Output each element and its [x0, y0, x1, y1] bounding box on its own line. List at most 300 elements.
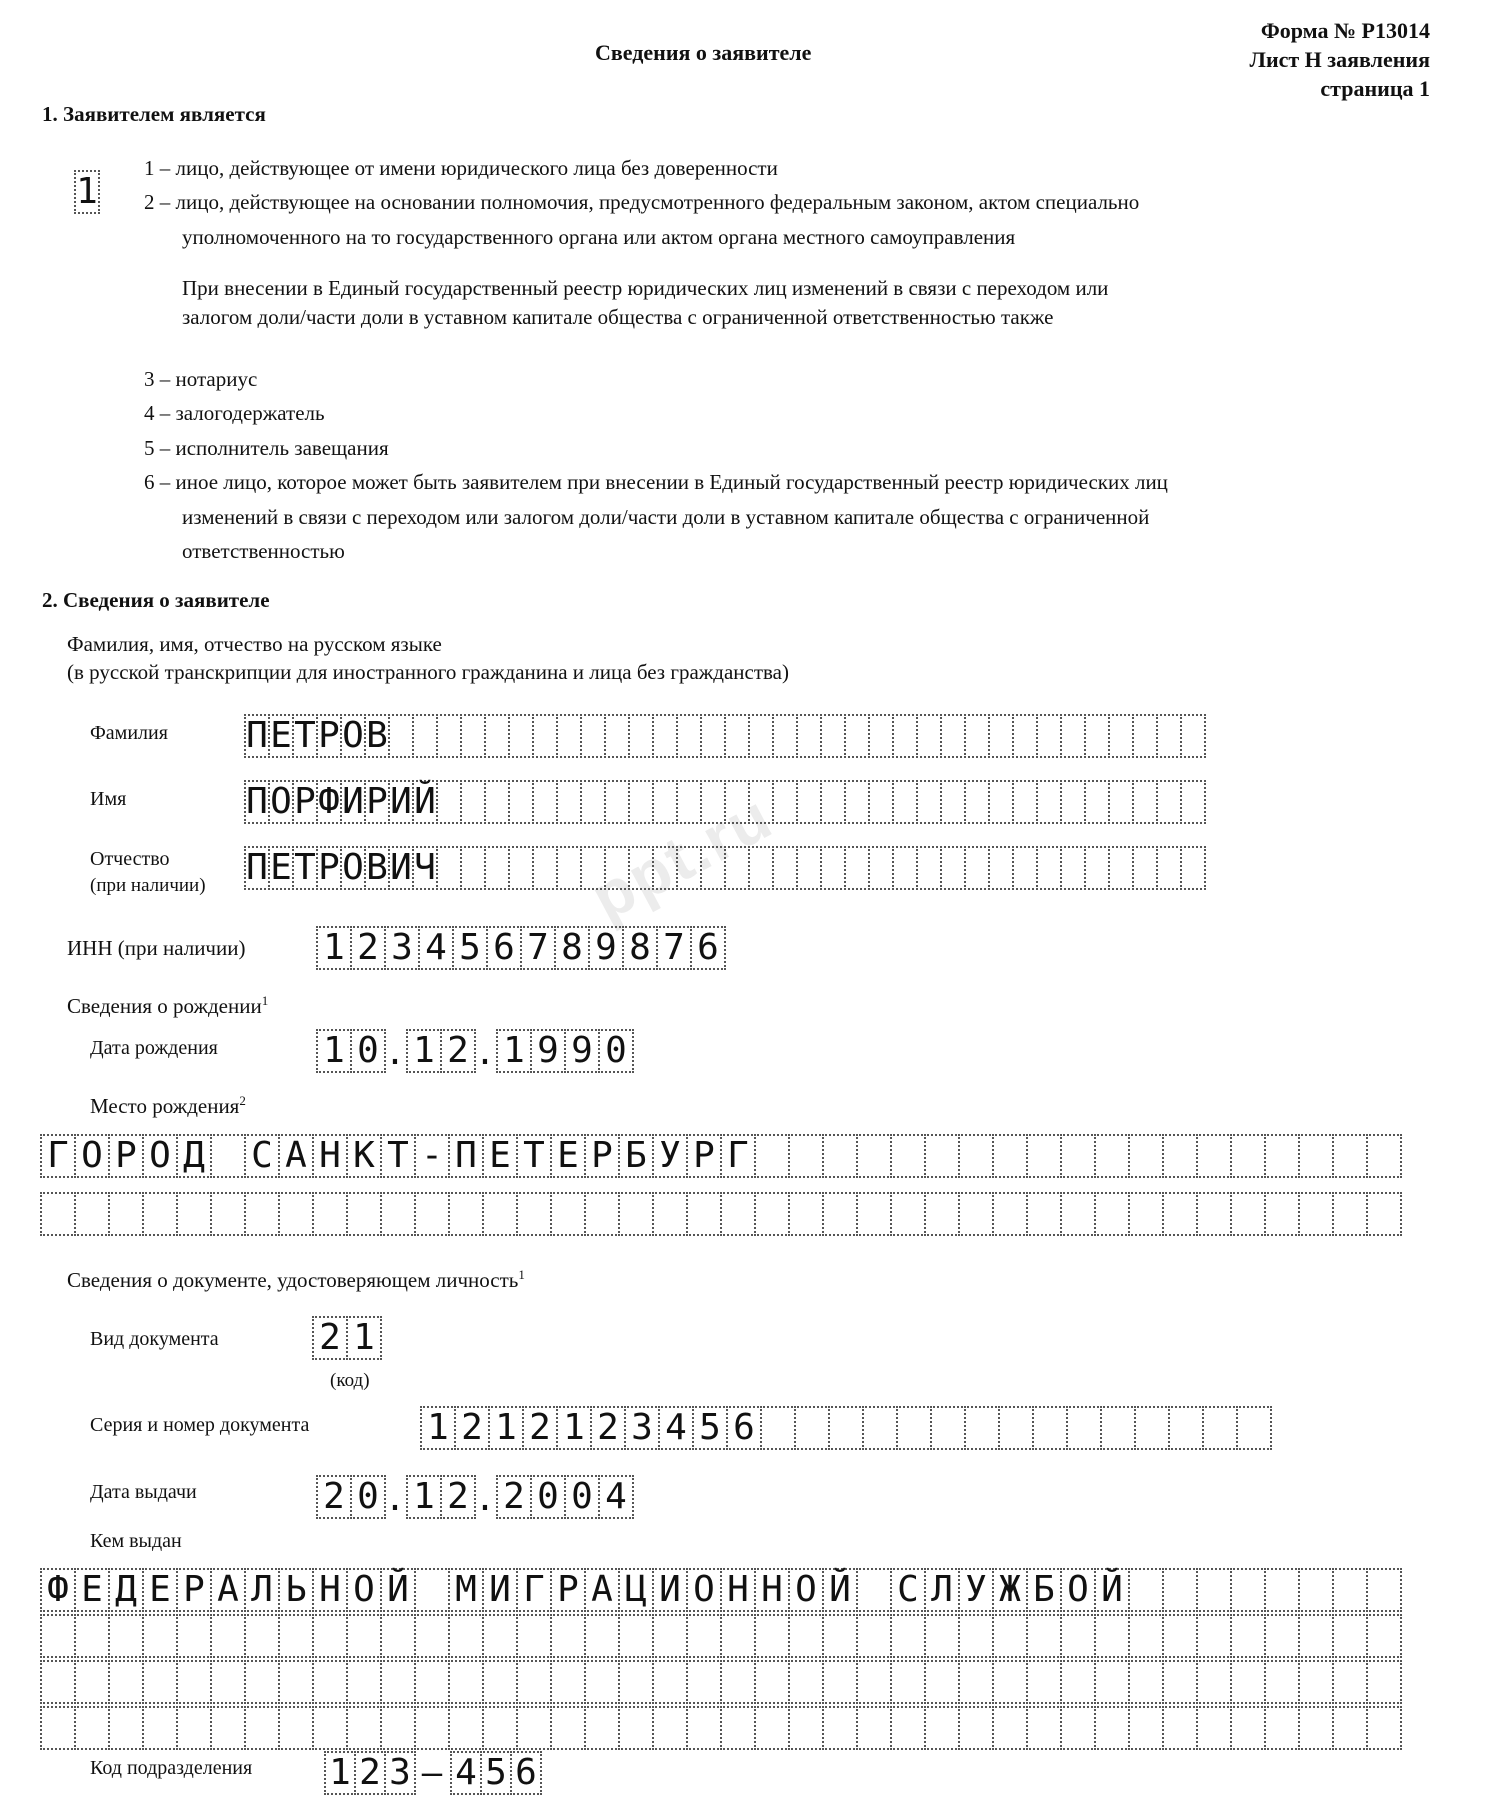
char-cell — [1196, 1614, 1232, 1658]
char-cell: 1 — [346, 1316, 382, 1360]
char-cell — [1264, 1134, 1300, 1178]
char-cell — [550, 1706, 586, 1750]
char-cell: 6 — [690, 926, 726, 970]
issued-by-line-3[interactable] — [40, 1660, 1400, 1704]
char-cell: П — [244, 780, 270, 824]
char-cell: 9 — [564, 1029, 600, 1073]
char-cell — [414, 1568, 450, 1612]
char-cell — [74, 1192, 110, 1236]
char-cell — [108, 1660, 144, 1704]
dept-code-a[interactable] — [324, 1751, 414, 1795]
char-cell — [1094, 1706, 1130, 1750]
char-cell — [1168, 1406, 1204, 1450]
char-cell — [796, 714, 822, 758]
char-cell — [1230, 1614, 1266, 1658]
char-cell — [1060, 1134, 1096, 1178]
char-cell — [584, 1660, 620, 1704]
char-cell — [414, 1660, 450, 1704]
issued-by-line-4[interactable] — [40, 1706, 1400, 1750]
char-cell: Р — [584, 1134, 620, 1178]
char-cell — [1196, 1660, 1232, 1704]
char-cell — [822, 1192, 858, 1236]
char-cell — [822, 1660, 858, 1704]
char-cell — [992, 1134, 1028, 1178]
char-cell: А — [210, 1568, 246, 1612]
char-cell: 1 — [488, 1406, 524, 1450]
char-cell: Ч — [412, 846, 438, 890]
char-cell: Ф — [40, 1568, 76, 1612]
char-cell: И — [652, 1568, 688, 1612]
char-cell — [916, 780, 942, 824]
char-cell — [210, 1706, 246, 1750]
char-cell — [1036, 780, 1062, 824]
char-cell — [868, 714, 894, 758]
char-cell — [1298, 1134, 1334, 1178]
char-cell: 3 — [624, 1406, 660, 1450]
char-cell — [346, 1706, 382, 1750]
char-cell — [1108, 846, 1134, 890]
char-cell: 2 — [350, 926, 386, 970]
char-cell — [686, 1614, 722, 1658]
char-cell — [1332, 1660, 1368, 1704]
char-cell — [1026, 1706, 1062, 1750]
char-cell — [346, 1614, 382, 1658]
char-cell — [760, 1406, 796, 1450]
char-cell — [1180, 714, 1206, 758]
char-cell: 0 — [530, 1475, 566, 1519]
char-cell — [142, 1706, 178, 1750]
char-cell: О — [142, 1134, 178, 1178]
char-cell — [312, 1192, 348, 1236]
char-cell — [720, 1706, 756, 1750]
name-field[interactable] — [244, 780, 1204, 824]
char-cell: 1 — [556, 1406, 592, 1450]
char-cell — [1060, 780, 1086, 824]
char-cell — [1032, 1406, 1068, 1450]
fio-caption: Фамилия, имя, отчество на русском языке — [67, 632, 442, 656]
char-cell — [1084, 780, 1110, 824]
fio-caption-2: (в русской транскрипции для иностранного гражданина и лица без гражданства) — [67, 660, 789, 684]
char-cell — [890, 1706, 926, 1750]
char-cell: 2 — [522, 1406, 558, 1450]
form-number: Форма № Р13014 — [1260, 18, 1430, 43]
char-cell — [924, 1134, 960, 1178]
char-cell — [448, 1706, 484, 1750]
char-cell — [788, 1660, 824, 1704]
issue-date-field[interactable] — [316, 1475, 632, 1519]
char-cell — [1298, 1660, 1334, 1704]
patronymic-field[interactable] — [244, 846, 1204, 890]
char-cell: Н — [312, 1134, 348, 1178]
char-cell — [346, 1660, 382, 1704]
char-cell: И — [388, 780, 414, 824]
char-cell: 2 — [312, 1316, 348, 1360]
char-cell: 4 — [598, 1475, 634, 1519]
char-cell: 8 — [622, 926, 658, 970]
char-cell — [1060, 846, 1086, 890]
char-cell — [1332, 1614, 1368, 1658]
char-cell — [1230, 1706, 1266, 1750]
char-cell: А — [278, 1134, 314, 1178]
char-cell: - — [414, 1134, 450, 1178]
char-cell: В — [364, 846, 390, 890]
char-cell: Л — [924, 1568, 960, 1612]
char-cell — [724, 780, 750, 824]
section2-heading: 2. Сведения о заявителе — [42, 588, 270, 612]
char-cell: Т — [380, 1134, 416, 1178]
surname-field[interactable] — [244, 714, 1204, 758]
char-cell — [720, 1192, 756, 1236]
char-cell — [142, 1192, 178, 1236]
char-cell — [1332, 1706, 1368, 1750]
char-cell: П — [244, 846, 270, 890]
char-cell — [108, 1706, 144, 1750]
char-cell — [1134, 1406, 1170, 1450]
char-cell — [772, 714, 798, 758]
char-cell — [580, 714, 606, 758]
char-cell — [1026, 1660, 1062, 1704]
char-cell — [1162, 1614, 1198, 1658]
char-cell — [1332, 1568, 1368, 1612]
char-cell — [1094, 1134, 1130, 1178]
char-cell — [380, 1706, 416, 1750]
char-cell — [1128, 1134, 1164, 1178]
char-cell — [992, 1614, 1028, 1658]
char-cell — [40, 1192, 76, 1236]
inn-field[interactable] — [316, 926, 724, 970]
char-cell — [988, 714, 1014, 758]
char-cell — [508, 846, 534, 890]
char-cell — [856, 1192, 892, 1236]
birth-place-line-1[interactable] — [40, 1134, 1400, 1178]
char-cell — [244, 1192, 280, 1236]
char-cell — [772, 846, 798, 890]
char-cell — [1264, 1706, 1300, 1750]
char-cell — [1128, 1706, 1164, 1750]
char-cell — [1264, 1660, 1300, 1704]
char-cell — [210, 1614, 246, 1658]
char-cell — [998, 1406, 1034, 1450]
char-cell — [1298, 1568, 1334, 1612]
char-cell — [142, 1660, 178, 1704]
issue-date-label: Дата выдачи — [90, 1481, 197, 1503]
char-cell — [754, 1614, 790, 1658]
birth-month[interactable] — [406, 1029, 474, 1073]
char-cell: И — [388, 846, 414, 890]
char-cell — [958, 1614, 994, 1658]
char-cell — [436, 846, 462, 890]
char-cell: О — [268, 780, 294, 824]
char-cell — [1108, 780, 1134, 824]
char-cell — [1202, 1406, 1238, 1450]
char-cell — [868, 780, 894, 824]
char-cell — [40, 1706, 76, 1750]
char-cell — [278, 1192, 314, 1236]
char-cell — [892, 714, 918, 758]
char-cell — [1332, 1134, 1368, 1178]
char-cell — [890, 1134, 926, 1178]
char-cell — [618, 1660, 654, 1704]
char-cell — [1264, 1614, 1300, 1658]
char-cell: 5 — [692, 1406, 728, 1450]
char-cell — [720, 1614, 756, 1658]
char-cell — [1196, 1192, 1232, 1236]
char-cell — [652, 1192, 688, 1236]
char-cell — [556, 780, 582, 824]
char-cell — [1132, 714, 1158, 758]
char-cell: Р — [176, 1568, 212, 1612]
char-cell — [964, 714, 990, 758]
char-cell — [772, 780, 798, 824]
char-cell: 5 — [452, 926, 488, 970]
char-cell: Г — [720, 1134, 756, 1178]
char-cell — [618, 1614, 654, 1658]
char-cell: 6 — [726, 1406, 762, 1450]
char-cell — [822, 1614, 858, 1658]
char-cell — [628, 846, 654, 890]
char-cell — [748, 846, 774, 890]
char-cell — [1094, 1614, 1130, 1658]
char-cell — [1026, 1192, 1062, 1236]
char-cell: 0 — [350, 1475, 386, 1519]
char-cell: 0 — [564, 1475, 600, 1519]
char-cell — [550, 1614, 586, 1658]
char-cell — [862, 1406, 898, 1450]
dept-code-field[interactable] — [324, 1751, 540, 1795]
char-cell — [482, 1660, 518, 1704]
char-cell — [748, 714, 774, 758]
char-cell: 4 — [418, 926, 454, 970]
char-cell — [748, 780, 774, 824]
char-cell — [460, 714, 486, 758]
char-cell — [1128, 1660, 1164, 1704]
char-cell — [676, 846, 702, 890]
char-cell: 2 — [354, 1751, 386, 1795]
char-cell — [1366, 1192, 1402, 1236]
issue-day[interactable] — [316, 1475, 384, 1519]
char-cell — [754, 1192, 790, 1236]
doc-number-label: Серия и номер документа — [90, 1414, 310, 1436]
char-cell — [820, 714, 846, 758]
option-6: 6 – иное лицо, которое может быть заявителем при внесении в Единый государственный реестр юридических лиц — [144, 470, 1168, 494]
char-cell — [896, 1406, 932, 1450]
watermark: ppt.ru — [579, 779, 784, 935]
char-cell: 7 — [520, 926, 556, 970]
char-cell: У — [958, 1568, 994, 1612]
char-cell: Д — [108, 1568, 144, 1612]
char-cell: Е — [268, 846, 294, 890]
char-cell: Н — [720, 1568, 756, 1612]
char-cell — [844, 780, 870, 824]
birth-caption-footnote: 1 — [261, 993, 269, 1008]
char-cell — [1230, 1660, 1266, 1704]
date-separator: . — [474, 1479, 496, 1519]
birth-date-field[interactable] — [316, 1029, 632, 1073]
option-4: 4 – залогодержатель — [144, 401, 325, 425]
issue-month[interactable] — [406, 1475, 474, 1519]
char-cell — [916, 714, 942, 758]
char-cell: У — [652, 1134, 688, 1178]
birth-place-line-2[interactable] — [40, 1192, 1400, 1236]
char-cell: Б — [1026, 1568, 1062, 1612]
char-cell: Т — [292, 714, 318, 758]
char-cell: 3 — [384, 1751, 416, 1795]
char-cell: Б — [618, 1134, 654, 1178]
issued-by-line-1[interactable] — [40, 1568, 1400, 1612]
char-cell: А — [584, 1568, 620, 1612]
char-cell — [1156, 780, 1182, 824]
patronymic-note: (при наличии) — [90, 875, 206, 896]
char-cell — [532, 780, 558, 824]
char-cell: 7 — [656, 926, 692, 970]
char-cell — [1298, 1192, 1334, 1236]
issued-by-label: Кем выдан — [90, 1530, 182, 1552]
char-cell — [1264, 1192, 1300, 1236]
char-cell — [1060, 1706, 1096, 1750]
birth-day[interactable] — [316, 1029, 384, 1073]
page-label: страница 1 — [1320, 76, 1430, 101]
doc-caption: Сведения о документе, удостоверяющем личность$^1$ — [67, 1267, 525, 1292]
char-cell — [436, 714, 462, 758]
char-cell — [1132, 846, 1158, 890]
note-line-1: При внесении в Единый государственный реестр юридических лиц изменений в связи с переходом или — [182, 276, 1109, 300]
char-cell — [176, 1614, 212, 1658]
char-cell — [724, 846, 750, 890]
doc-type-field[interactable] — [312, 1316, 380, 1360]
char-cell — [940, 780, 966, 824]
char-cell: Р — [686, 1134, 722, 1178]
char-cell — [1060, 1660, 1096, 1704]
char-cell: К — [346, 1134, 382, 1178]
char-cell — [584, 1192, 620, 1236]
char-cell: О — [686, 1568, 722, 1612]
char-cell: 2 — [454, 1406, 490, 1450]
char-cell: Е — [550, 1134, 586, 1178]
char-cell — [414, 1706, 450, 1750]
surname-label: Фамилия — [90, 722, 168, 744]
char-cell — [754, 1706, 790, 1750]
char-cell: Й — [380, 1568, 416, 1612]
char-cell — [278, 1706, 314, 1750]
char-cell: 1 — [316, 1029, 352, 1073]
char-cell: О — [346, 1568, 382, 1612]
char-cell — [652, 846, 678, 890]
name-label: Имя — [90, 788, 127, 810]
char-cell — [958, 1660, 994, 1704]
dept-code-b[interactable] — [450, 1751, 540, 1795]
char-cell — [312, 1706, 348, 1750]
char-cell: 2 — [440, 1029, 476, 1073]
char-cell — [604, 846, 630, 890]
option-2: 2 – лицо, действующее на основании полномочия, предусмотренного федеральным законом, актом специально — [144, 190, 1140, 214]
date-separator: . — [474, 1033, 496, 1073]
char-cell — [618, 1706, 654, 1750]
char-cell: Е — [482, 1134, 518, 1178]
char-cell — [1036, 846, 1062, 890]
char-cell — [924, 1614, 960, 1658]
char-cell: 1 — [496, 1029, 532, 1073]
char-cell: 2 — [316, 1475, 352, 1519]
char-cell — [108, 1192, 144, 1236]
char-cell: Й — [822, 1568, 858, 1612]
char-cell — [1264, 1568, 1300, 1612]
char-cell — [508, 780, 534, 824]
issue-year[interactable] — [496, 1475, 632, 1519]
char-cell — [74, 1706, 110, 1750]
applicant-type-cell: 1 — [74, 170, 100, 214]
date-separator: . — [384, 1479, 406, 1519]
char-cell — [516, 1706, 552, 1750]
char-cell — [278, 1660, 314, 1704]
char-cell: Ь — [278, 1568, 314, 1612]
option-5: 5 – исполнитель завещания — [144, 436, 389, 460]
char-cell — [820, 780, 846, 824]
char-cell: 2 — [496, 1475, 532, 1519]
char-cell — [686, 1192, 722, 1236]
char-cell — [754, 1134, 790, 1178]
char-cell — [1128, 1614, 1164, 1658]
char-cell: Д — [176, 1134, 212, 1178]
issued-by-line-2[interactable] — [40, 1614, 1400, 1658]
char-cell: Ж — [992, 1568, 1028, 1612]
char-cell — [556, 846, 582, 890]
char-cell — [312, 1614, 348, 1658]
doc-number-field[interactable] — [420, 1406, 1270, 1450]
char-cell — [1332, 1192, 1368, 1236]
char-cell — [700, 780, 726, 824]
char-cell — [890, 1614, 926, 1658]
char-cell — [584, 1614, 620, 1658]
char-cell — [940, 714, 966, 758]
char-cell — [1156, 714, 1182, 758]
birth-year[interactable] — [496, 1029, 632, 1073]
char-cell: Е — [142, 1568, 178, 1612]
char-cell — [108, 1614, 144, 1658]
char-cell: 6 — [486, 926, 522, 970]
dept-code-dash: – — [421, 1753, 443, 1793]
char-cell — [448, 1192, 484, 1236]
applicant-type-field[interactable] — [74, 170, 98, 214]
char-cell — [1298, 1706, 1334, 1750]
char-cell: Р — [316, 846, 342, 890]
char-cell — [550, 1192, 586, 1236]
char-cell — [958, 1706, 994, 1750]
char-cell — [1084, 714, 1110, 758]
char-cell — [992, 1706, 1028, 1750]
char-cell — [210, 1192, 246, 1236]
char-cell — [312, 1660, 348, 1704]
char-cell — [448, 1614, 484, 1658]
char-cell: Р — [550, 1568, 586, 1612]
char-cell: С — [890, 1568, 926, 1612]
char-cell — [1094, 1192, 1130, 1236]
char-cell — [958, 1192, 994, 1236]
char-cell — [176, 1706, 212, 1750]
char-cell — [414, 1192, 450, 1236]
char-cell — [40, 1660, 76, 1704]
char-cell — [1132, 780, 1158, 824]
char-cell — [992, 1192, 1028, 1236]
char-cell: П — [448, 1134, 484, 1178]
char-cell — [844, 714, 870, 758]
char-cell — [412, 714, 438, 758]
char-cell: И — [340, 780, 366, 824]
char-cell — [844, 846, 870, 890]
option-6-cont1: изменений в связи с переходом или залогом доли/части доли в уставном капитале общества с ограниченной — [182, 505, 1150, 529]
char-cell — [930, 1406, 966, 1450]
char-cell — [1012, 714, 1038, 758]
option-6-cont2: ответственностью — [182, 539, 345, 563]
